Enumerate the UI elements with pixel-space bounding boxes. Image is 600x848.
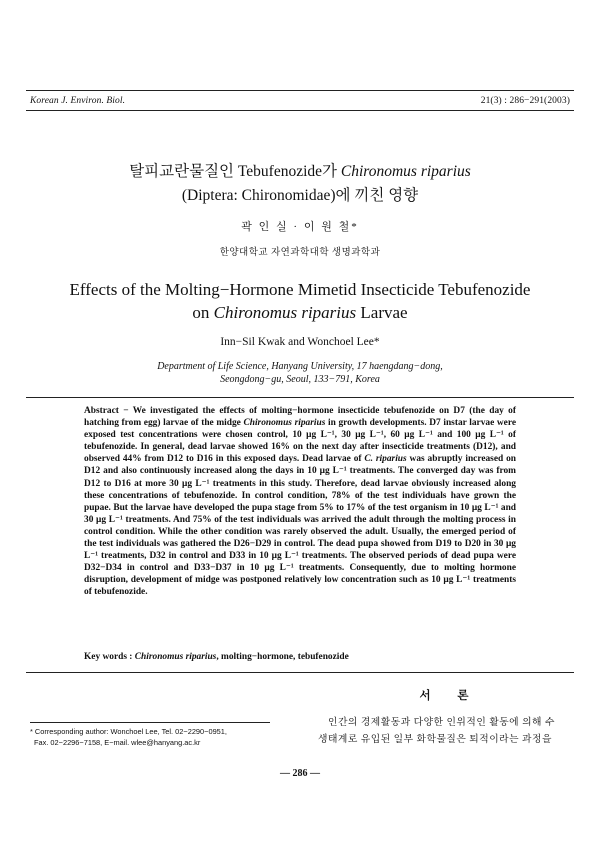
page-number: — 286 — xyxy=(280,768,320,779)
korean-authors: 곽 인 실 · 이 원 철* xyxy=(241,221,359,233)
footnote xyxy=(30,727,280,748)
abstract-species-2: C. riparius xyxy=(364,454,407,465)
affiliation-line1: Department of Life Science, Hanyang University, 17 haengdang−dong, xyxy=(157,361,443,372)
abstract xyxy=(84,405,516,599)
abstract-part1: Abstract − We investigated the effects of molting−hormone insecticide tebufenozide on D7 (the day of hatching from egg) larvae of the midge xyxy=(84,406,516,429)
abstract-species-1: Chironomus riparius xyxy=(243,418,326,429)
header-rule-top xyxy=(26,90,574,91)
english-title-line1: Effects of the Molting−Hormone Mimetid Insecticide Tebufenozide xyxy=(69,280,531,299)
abstract-part3: was abruptly increased on D12 and also continuously increased along the days in 10 μg L⁻¹ treatments. The converged day was from D12 to D16 at more 30 μg L⁻¹ treatments in this study. Therefore, dead larvae obviously increased along these concentrations of tebufenozide. In control condition, 78% of the test individuals have grown the pupae. But the larvae have developed the pupa stage from 5% to 17% of the test organism in 10 μg L⁻¹ and 30 μg L⁻¹ treatments. And 75% of the test individuals was arrived the adult through the molting process in control condition. While the other condition was rarely observed the adult. Usually, the emerged period of the test individuals was gathered the D26−D29 in control. The dead pupa showed from D19 to D20 in 30 μg L⁻¹ treatments, D32 in control and D33 in 10 μg L⁻¹ treatments. The observed periods of dead pupa were D32−D34 in control and D33−D37 in 10 μg L⁻¹ treatments. Consequently, due to molting hormone disruption, development of midge was postponed relatively low concentration such as 10 μg L⁻¹ treatments of tebufenozide. xyxy=(84,454,516,598)
footnote-line1: * Corresponding author: Wonchoel Lee, Tel. 02−2290−0951, xyxy=(30,727,227,736)
korean-title-line1: 탈피교란물질인 Tebufenozide가 xyxy=(129,163,341,180)
volume-info: 21(3) : 286−291(2003) xyxy=(480,96,570,106)
english-title-line2-suffix: Larvae xyxy=(356,303,408,322)
keywords-label: Key words : xyxy=(84,652,135,662)
running-header xyxy=(30,96,570,106)
keywords xyxy=(84,652,516,662)
footnote-line2: Fax. 02−2296−7158, E−mail. wlee@hanyang.ac.kr xyxy=(34,737,201,747)
english-affiliation xyxy=(0,360,600,386)
body-text xyxy=(318,714,570,748)
footnote-rule xyxy=(30,722,270,723)
english-authors: Inn−Sil Kwak and Wonchoel Lee* xyxy=(220,336,380,348)
journal-name: Korean J. Environ. Biol. xyxy=(30,96,126,106)
section-title: 서 론 xyxy=(419,690,481,702)
header-rule-bottom xyxy=(26,110,574,111)
korean-title-line2: (Diptera: Chironomidae)에 끼친 영향 xyxy=(181,187,419,204)
english-title-line2-prefix: on xyxy=(192,303,214,322)
abstract-rule-top xyxy=(26,397,574,398)
keywords-rule xyxy=(26,672,574,673)
english-title xyxy=(0,278,600,324)
affiliation-line2: Seongdong−gu, Seoul, 133−791, Korea xyxy=(220,374,380,385)
english-title-species: Chironomus riparius xyxy=(213,303,357,322)
korean-title xyxy=(0,160,600,208)
korean-affiliation: 한양대학교 자연과학대학 생명과학과 xyxy=(219,248,381,258)
korean-title-species: Chironomus riparius xyxy=(340,163,471,180)
keywords-rest: , molting−hormone, tebufenozide xyxy=(216,652,349,662)
abstract-part2: in growth developments. D7 instar larvae were exposed test concentrations were chosen control, 10 μg L⁻¹, 30 μg L⁻¹, 60 μg L⁻¹ and 100 μg L⁻¹ of tebufenozide. In general, dead larvae showed 16% on the next day after insecticide treatments (D12), and observed 44% from D12 to D16 in this exposed days. Dead larvae of xyxy=(84,418,516,465)
body-line2: 생태계로 유입된 일부 화학물질은 퇴적이라는 과정을 xyxy=(318,734,552,745)
body-line1: 인간의 경제활동과 다양한 인위적인 활동에 의해 수 xyxy=(328,717,555,728)
keywords-species: Chironomus riparius xyxy=(134,652,217,662)
